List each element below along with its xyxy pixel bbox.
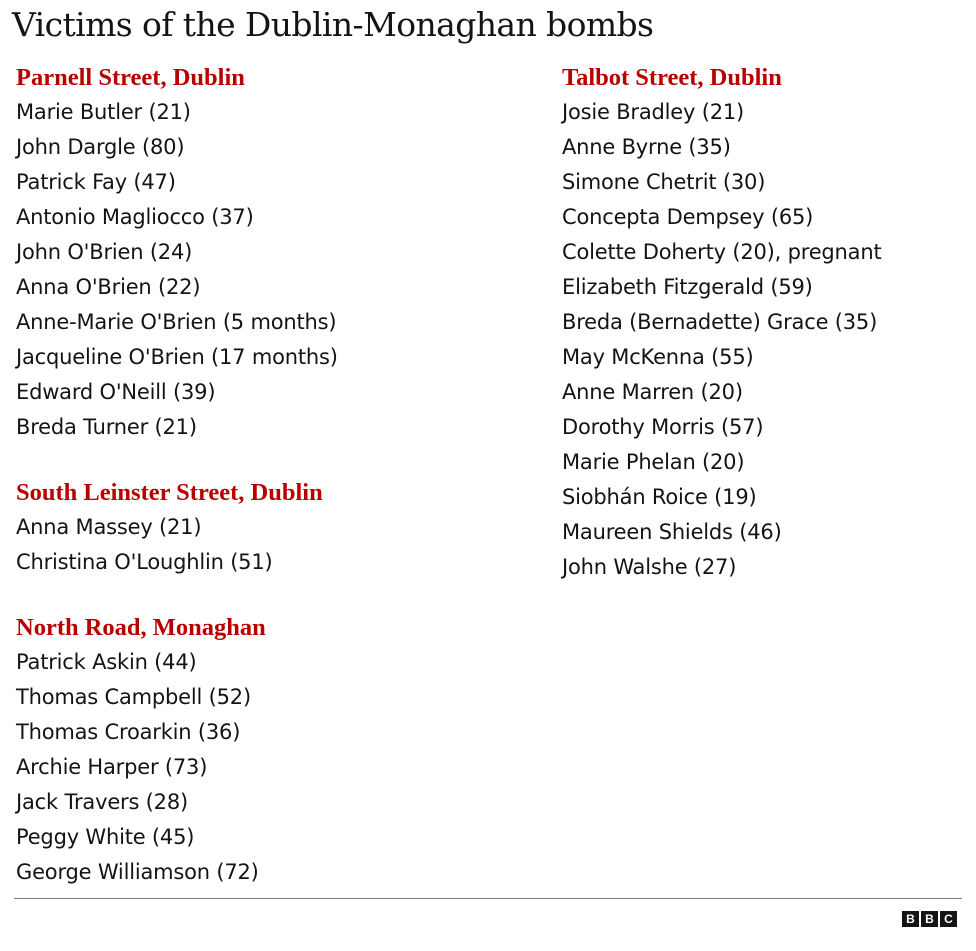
victim-item: George Williamson (72): [16, 860, 259, 884]
bbc-logo-block: C: [940, 911, 957, 927]
victim-item: Anna O'Brien (22): [16, 275, 201, 299]
victim-item: Breda Turner (21): [16, 415, 197, 439]
page-title: Victims of the Dublin-Monaghan bombs: [12, 5, 654, 44]
victim-item: Anne Marren (20): [562, 380, 743, 404]
right-column: [562, 60, 881, 615]
victim-item: Edward O'Neill (39): [16, 380, 216, 404]
section-heading: North Road, Monaghan: [16, 614, 266, 641]
victim-item: Anne-Marie O'Brien (5 months): [16, 310, 337, 334]
victim-item: Christina O'Loughlin (51): [16, 550, 273, 574]
victim-item: Maureen Shields (46): [562, 520, 782, 544]
victim-item: John Dargle (80): [16, 135, 185, 159]
victim-item: Archie Harper (73): [16, 755, 208, 779]
victim-item: Jack Travers (28): [16, 790, 188, 814]
victim-item: Peggy White (45): [16, 825, 195, 849]
victim-list: [16, 95, 338, 445]
section-heading: Talbot Street, Dublin: [562, 64, 782, 91]
left-column: [16, 60, 338, 920]
section-heading: South Leinster Street, Dublin: [16, 479, 323, 506]
victim-item: Marie Phelan (20): [562, 450, 745, 474]
victim-item: Patrick Fay (47): [16, 170, 176, 194]
victim-item: Antonio Magliocco (37): [16, 205, 254, 229]
victim-item: Thomas Croarkin (36): [16, 720, 241, 744]
victim-list: [16, 645, 338, 890]
section-parnell-street: [16, 60, 338, 445]
victim-item: John Walshe (27): [562, 555, 737, 579]
victim-item: Anne Byrne (35): [562, 135, 731, 159]
victim-item: Dorothy Morris (57): [562, 415, 764, 439]
victim-item: Simone Chetrit (30): [562, 170, 766, 194]
victim-item: Concepta Dempsey (65): [562, 205, 814, 229]
victim-item: Anna Massey (21): [16, 515, 202, 539]
victim-item: Siobhán Roice (19): [562, 485, 757, 509]
section-talbot-street: [562, 60, 881, 585]
victim-item: Jacqueline O'Brien (17 months): [16, 345, 338, 369]
section-north-road: [16, 610, 338, 890]
bbc-logo-icon: [902, 911, 957, 927]
victim-item: Elizabeth Fitzgerald (59): [562, 275, 813, 299]
victim-item: Marie Butler (21): [16, 100, 191, 124]
bbc-logo-block: B: [921, 911, 938, 927]
footer-divider: [14, 898, 962, 899]
victim-item: Colette Doherty (20), pregnant: [562, 240, 882, 264]
victim-item: Thomas Campbell (52): [16, 685, 251, 709]
victim-item: May McKenna (55): [562, 345, 754, 369]
section-heading: Parnell Street, Dublin: [16, 64, 245, 91]
section-south-leinster-street: [16, 475, 338, 580]
victim-item: Patrick Askin (44): [16, 650, 197, 674]
victim-list: [562, 95, 881, 585]
victim-item: Josie Bradley (21): [562, 100, 745, 124]
victim-list: [16, 510, 338, 580]
bbc-logo-block: B: [902, 911, 919, 927]
victim-item: John O'Brien (24): [16, 240, 193, 264]
victim-item: Breda (Bernadette) Grace (35): [562, 310, 878, 334]
